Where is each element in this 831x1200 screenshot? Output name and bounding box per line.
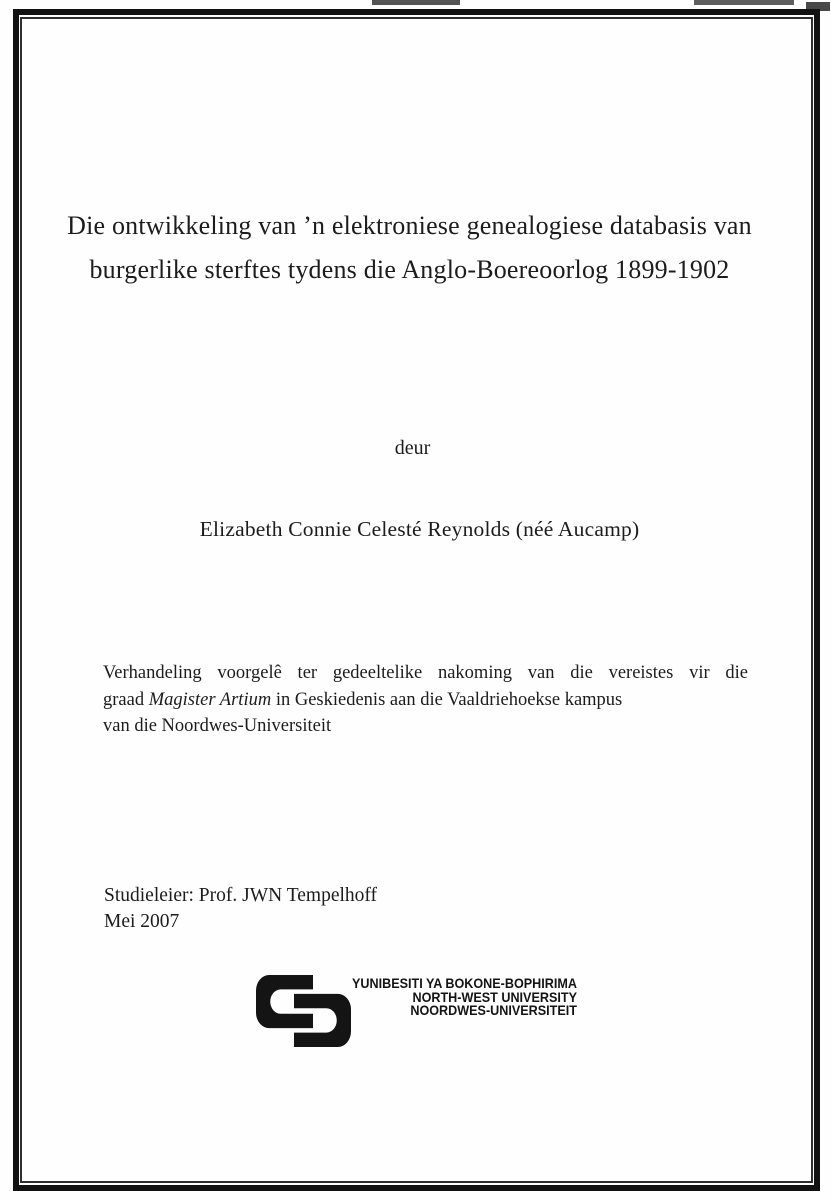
degree-statement-line-2-pre: graad [103,689,149,710]
thesis-title-line-1: Die ontwikkeling van ’n elektroniese genealogiese databasis van [67,211,752,240]
degree-statement-line-3: van die Noordwes-Universiteit [103,716,332,736]
nwu-logo-icon [256,975,351,1047]
scan-artifact [372,0,460,5]
scan-artifact [694,0,794,5]
degree-statement-line-2-post: in Geskiedenis aan die Vaaldriehoekse kampus [271,689,623,710]
degree-name-italic: Magister Artium [148,689,272,710]
degree-statement-line-1: Verhandeling voorgelê ter gedeeltelike nakoming van die vereistes vir die [103,663,748,683]
university-name-setswana: YUNIBESITI YA BOKONE-BOPHIRIMA [352,975,577,991]
university-wordmark [352,977,577,1018]
supervisor-block [104,883,377,935]
degree-statement-line-2 [103,687,748,714]
university-name-afrikaans: NOORDWES-UNIVERSITEIT [410,1002,577,1019]
date-line: Mei 2007 [104,911,180,932]
university-name-english: NORTH-WEST UNIVERSITY [412,988,577,1005]
byline-label: deur [394,437,431,459]
author-name: Elizabeth Connie Celesté Reynolds (néé Aucamp) [199,517,640,541]
degree-statement [103,660,748,740]
thesis-title [20,204,799,292]
thesis-title-line-2: burgerlike sterftes tydens die Anglo-Boereoorlog 1899-1902 [89,255,730,284]
supervisor-line: Studieleier: Prof. JWN Tempelhoff [104,885,378,906]
